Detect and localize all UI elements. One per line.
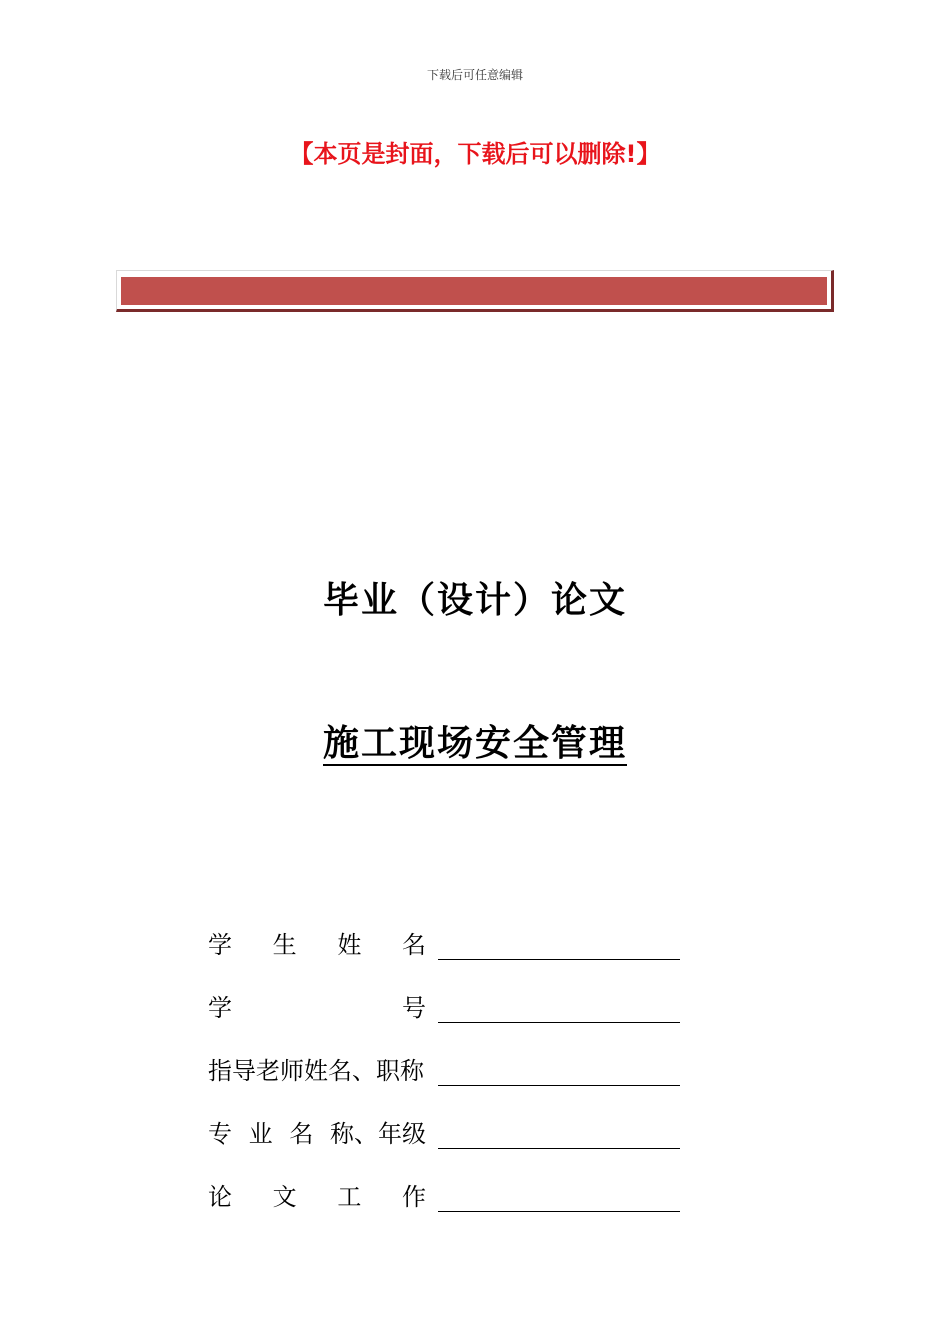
banner-red-bar <box>121 277 827 305</box>
advisor-blank-line[interactable] <box>438 1085 680 1086</box>
field-label-student-id <box>208 993 426 1023</box>
thesis-work-blank-line[interactable] <box>438 1211 680 1212</box>
field-label-char: 文 <box>272 1183 297 1211</box>
student-id-blank-line[interactable] <box>438 1022 680 1023</box>
field-label-major-grade <box>208 1119 426 1149</box>
thesis-title-block <box>0 722 950 766</box>
cover-removal-notice: 【本页是封面，下载后可以删除!】 <box>289 140 661 168</box>
student-name-blank-line[interactable] <box>438 959 680 960</box>
field-label-char: 学 <box>208 931 232 959</box>
field-label-char: 业 <box>248 1120 273 1148</box>
field-label-char: 名 <box>401 931 426 959</box>
field-label-char: 作 <box>401 1183 426 1211</box>
field-label-char: 生 <box>272 931 297 959</box>
field-label-student-name <box>208 930 426 960</box>
field-label-advisor: 指导老师姓名、职称 <box>208 1057 424 1085</box>
field-label-char: 名 <box>289 1120 314 1148</box>
header-note: 下载后可任意编辑 <box>426 68 523 82</box>
field-label-char: 学 <box>208 994 232 1022</box>
field-label-char: 号 <box>402 994 426 1022</box>
thesis-type-heading: 毕业（设计）论文 <box>322 579 627 621</box>
field-student-id <box>208 993 680 1023</box>
field-label-char: 称、年级 <box>329 1120 426 1148</box>
field-label-char: 姓 <box>337 931 362 959</box>
field-major-grade <box>208 1119 680 1149</box>
field-label-char: 论 <box>208 1183 232 1211</box>
major-grade-blank-line[interactable] <box>438 1148 680 1149</box>
field-label-thesis-work <box>208 1182 426 1212</box>
thesis-title: 施工现场安全管理 <box>322 722 627 764</box>
field-label-char: 专 <box>208 1120 232 1148</box>
field-thesis-work <box>208 1182 680 1212</box>
decorative-banner <box>116 270 834 312</box>
field-advisor <box>208 1056 680 1086</box>
field-label-char: 工 <box>337 1183 362 1211</box>
field-student-name <box>208 930 680 960</box>
